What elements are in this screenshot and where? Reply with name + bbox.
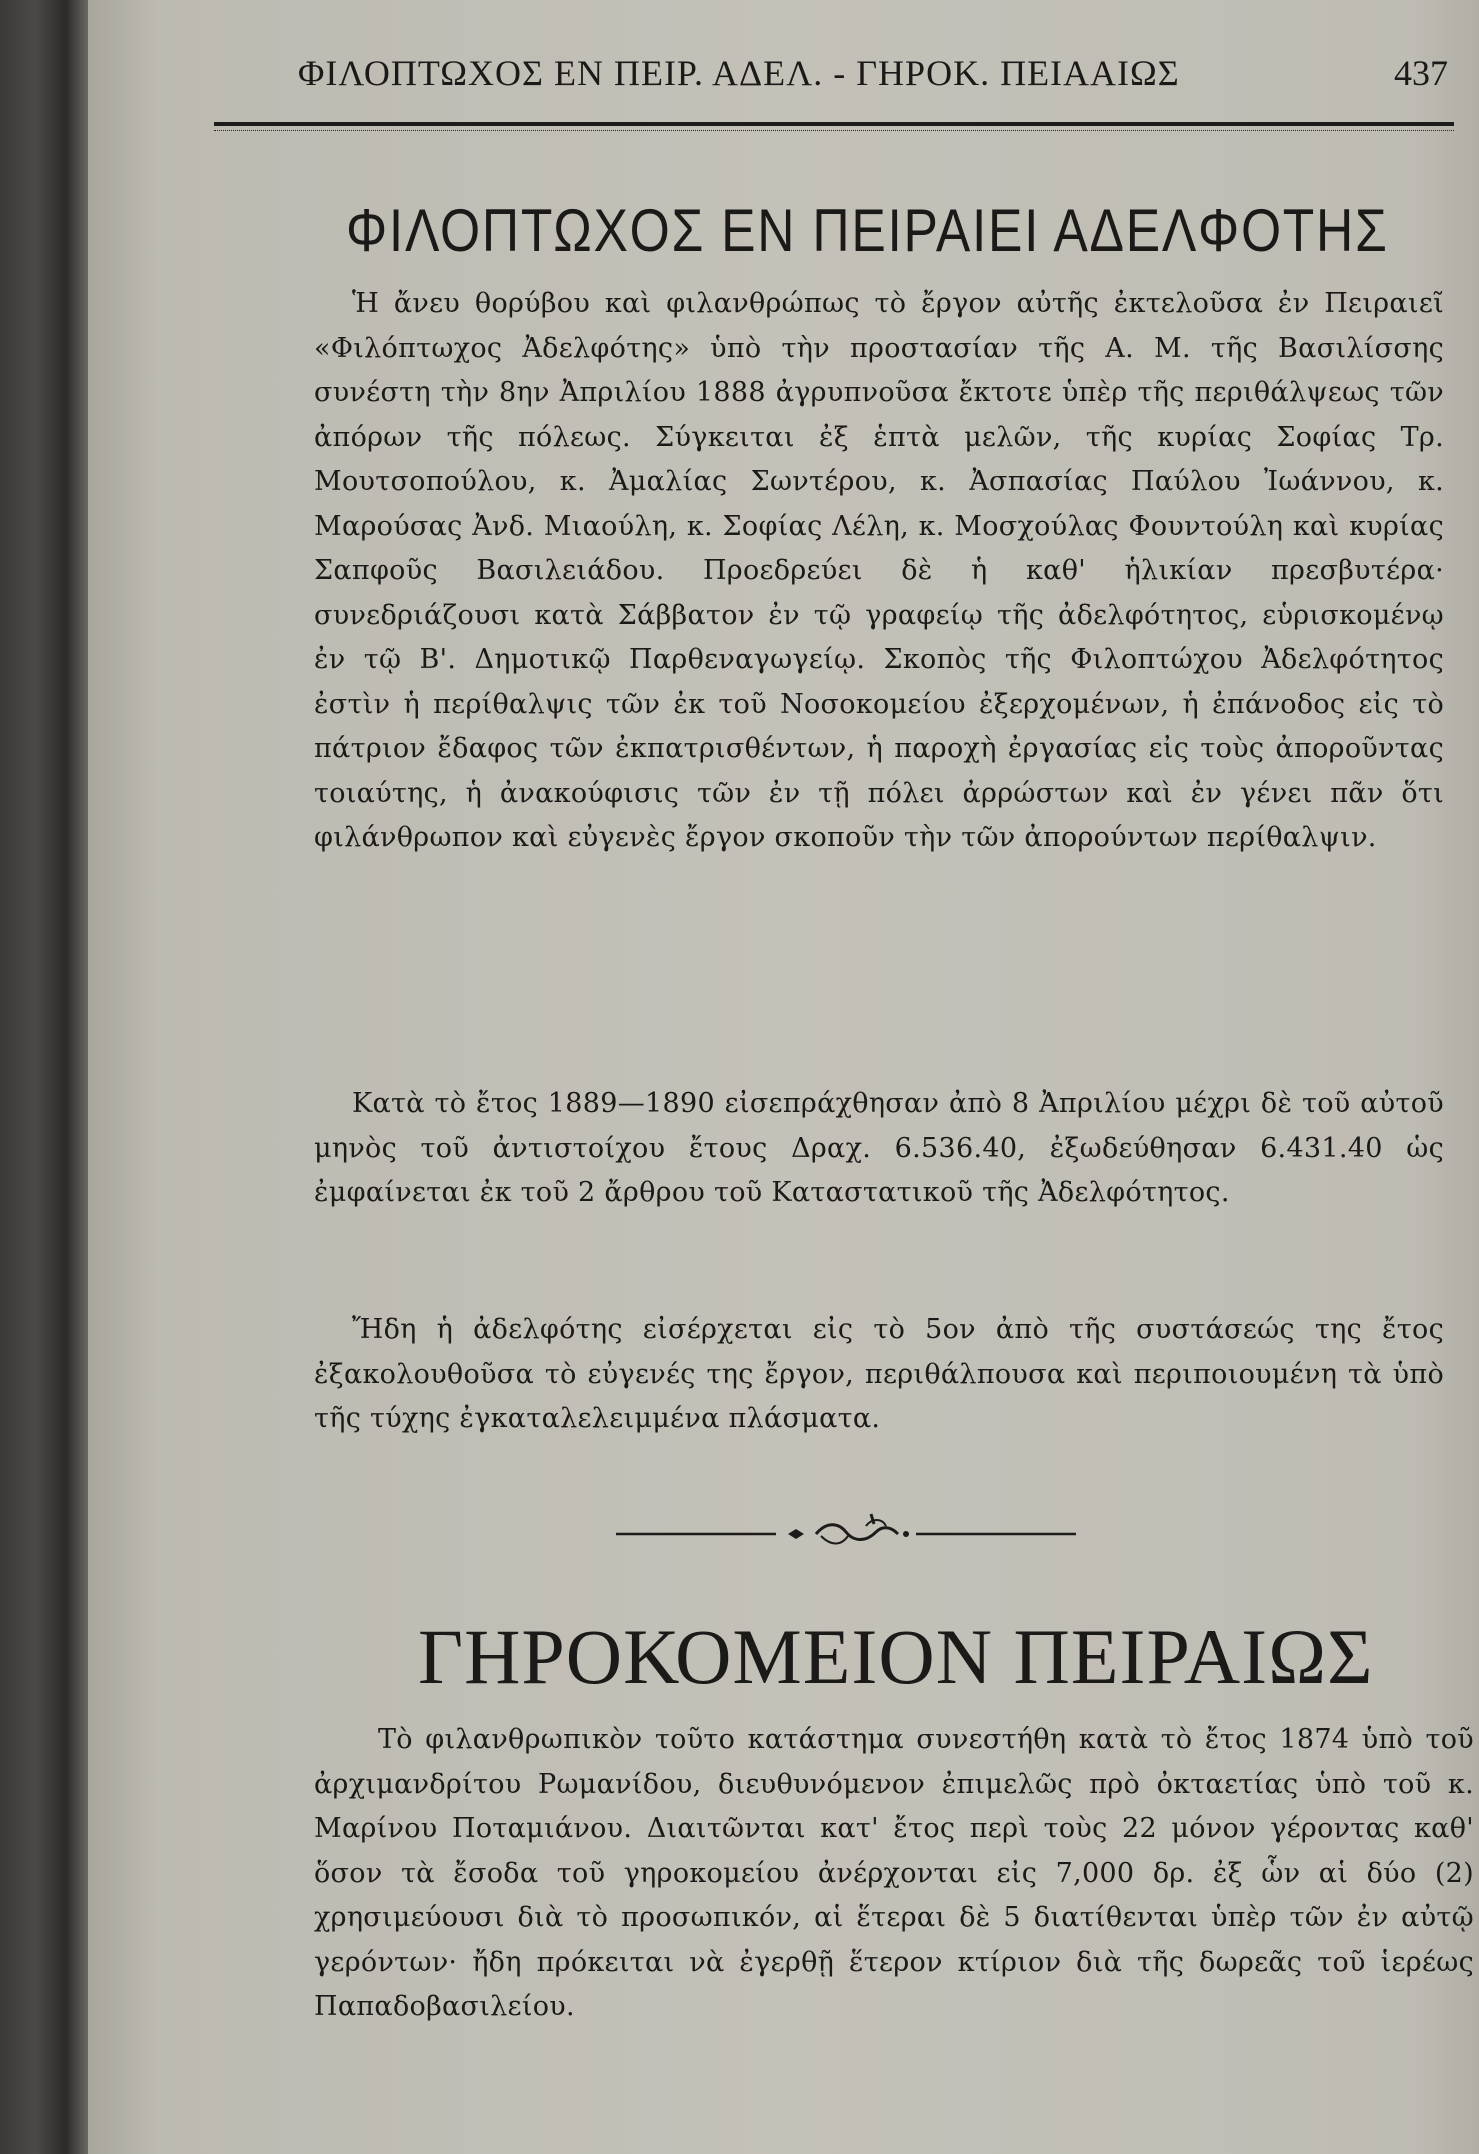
paragraph-1: Ἡ ἄνευ θορύβου καὶ φιλανθρώπως τὸ ἔργον αὐτῆς ἐκτελοῦσα ἐν Πειραιεῖ «Φιλόπτωχος Ἀδελφότης» ὑπὸ τὴν προστασίαν τῆς Α. Μ. τῆς Βασιλίσσης συνέστη τὴν 8ην Ἀπριλίου 1888 ἀγρυπνοῦσα ἔκτοτε ὑπὲρ τῆς περιθάλψεως τῶν ἀπόρων τῆς πόλεως. Σύγκειται ἐξ ἑπτὰ μελῶν, τῆς κυρίας Σοφίας Τρ. Μουτσοπούλου, κ. Ἀμαλίας Σωντέρου, κ. Ἀσπασίας Παύλου Ἰωάννου, κ. Μαρούσας Ἀνδ. Μιαούλη, κ. Σοφίας Λέλη, κ. Μοσχούλας Φουντούλη καὶ κυρίας Σαπφοῦς Βασιλειάδου. Προεδρεύει δὲ ἡ καθ' ἡλικίαν πρεσβυτέρα· συνεδριάζουσι κατὰ Σάββατον ἐν τῷ γραφείῳ τῆς ἀδελφότητος, εὑρισκομένῳ ἐν τῷ Β'. Δημοτικῷ Παρθεναγωγείῳ. Σκοπὸς τῆς Φιλοπτώχου Ἀδελφότητος ἐστὶν ἡ περίθαλψις τῶν ἐκ τοῦ Νοσοκομείου ἐξερχομένων, ἡ ἐπάνοδος εἰς τὸ πάτριον ἔδαφος τῶν ἐκπατρισθέντων, ἡ παροχὴ ἐργασίας εἰς τοὺς ἀποροῦντας τοιαύτης, ἡ ἀνακούφισις τῶν ἐν τῇ πόλει ἀρρώστων καὶ ἐν γένει πᾶν ὅτι φιλάνθρωπον καὶ εὐγενὲς ἔργον σκοποῦν τὴν τῶν ἀπορούντων περίθαλψιν.: [314, 288, 1444, 853]
running-header: [298, 52, 1448, 100]
book-page: [88, 0, 1479, 2154]
header-rule: [214, 122, 1454, 126]
paragraph-2: Κατὰ τὸ ἔτος 1889—1890 εἰσεπράχθησαν ἀπὸ 8 Ἀπριλίου μέχρι δὲ τοῦ αὐτοῦ μηνὸς τοῦ ἀντιστοίχου ἔτους Δραχ. 6.536.40, ἐξωδεύθησαν 6.431.40 ὡς ἐμφαίνεται ἐκ τοῦ 2 ἄρθρου τοῦ Καταστατικοῦ τῆς Ἀδελφότητος.: [314, 1088, 1444, 1208]
running-title: ΦΙΛΟΠΤΩΧΟΣ ΕΝ ΠΕΙΡ. ΑΔΕΛ. - ΓΗΡΟΚ. ΠΕΙΑΑΙΩΣ: [298, 53, 1180, 93]
page-number: 437: [1394, 53, 1448, 93]
header-rule-dotted: [214, 130, 1454, 131]
section-title-gerokomeion: ΓΗΡΟΚΟΜΕΙΟΝ ΠΕΙΡΑΙΩΣ: [418, 1613, 1374, 1700]
paragraph-3: Ἤδη ἡ ἀδελφότης εἰσέρχεται εἰς τὸ 5ον ἀπὸ τῆς συστάσεώς της ἔτος ἐξακολουθοῦσα τὸ εὐγενές της ἔργον, περιθάλπουσα καὶ περιποιουμένη τὰ ὑπὸ τῆς τύχης ἐγκαταλελειμμένα πλάσματα.: [314, 1314, 1444, 1434]
paragraph-4: Τὸ φιλανθρωπικὸν τοῦτο κατάστημα συνεστήθη κατὰ τὸ ἔτος 1874 ὑπὸ τοῦ ἀρχιμανδρίτου Ρωμανίδου, διευθυνόμενον ἐπιμελῶς πρὸ ὀκταετίας ὑπὸ τοῦ κ. Μαρίνου Ποταμιάνου. Διαιτῶνται κατ' ἔτος περὶ τοὺς 22 μόνον γέροντας καθ' ὅσον τὰ ἔσοδα τοῦ γηροκομείου ἀνέρχονται εἰς 7,000 δρ. ἐξ ὧν αἱ δύο (2) χρησιμεύουσι διὰ τὸ προσωπικόν, αἱ ἕτεραι δὲ 5 διατίθενται ὑπὲρ τῶν ἐν αὐτῷ γερόντων· ἤδη πρόκειται νὰ ἐγερθῇ ἕτερον κτίριον διὰ τῆς δωρεᾶς τοῦ ἱερέως Παπαδοβασιλείου.: [314, 1724, 1474, 2022]
section-divider-ornament: [616, 1512, 1076, 1552]
ornament-flourish-icon: [616, 1512, 1076, 1552]
book-binding-edge: [0, 0, 88, 2154]
section-title-philoptochos: ΦΙΛΟΠΤΩΧΟΣ ΕΝ ΠΕΙΡΑΙΕΙ ΑΔΕΛΦΟΤΗΣ: [346, 197, 1389, 264]
